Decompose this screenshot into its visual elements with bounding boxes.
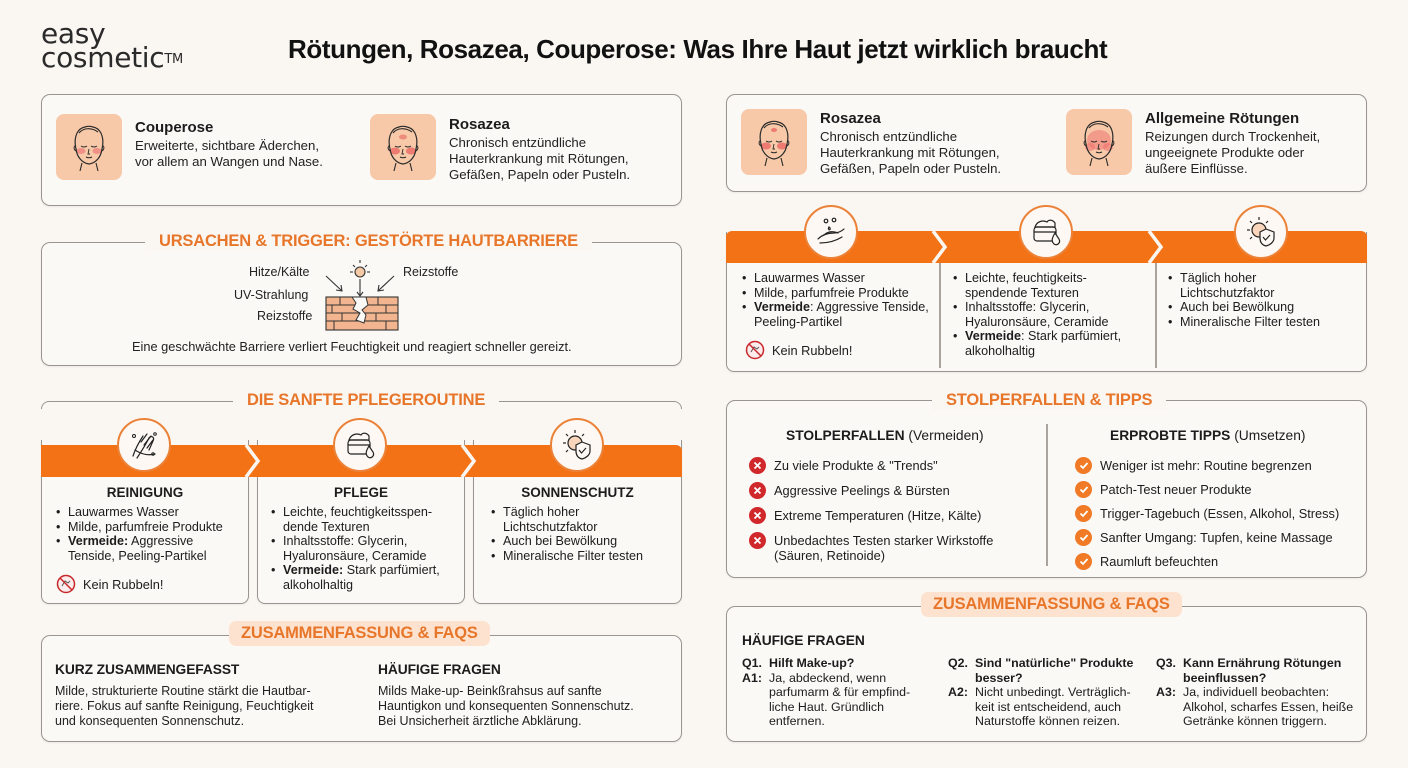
face-rosacea-icon [741,109,807,175]
list-item: • Lauwarmes Wasser [56,505,241,520]
trigger-label-uv: UV-Strahlung [234,288,309,302]
step-title-cleansing: REINIGUNG [106,485,184,500]
cream-jar-drop-icon [1019,205,1073,259]
brand-name: cosmetic [41,41,165,74]
x-circle-icon [749,482,766,499]
summary-heading: ZUSAMMENFASSUNG & FAQS [229,621,490,646]
list-item: • Leichte, feuchtigkeits-spendende Texturen [953,271,1143,300]
trigger-label-heat: Hitze/Kälte [249,265,310,279]
short-summary-text: Milde, strukturierte Routine stärkt die Hautbar- riere. Fokus auf sanfte Reinigung, Feuchtigkeit und konsequenten Sonnenschutz. [55,684,314,728]
list-item: • Auch bei Bewölkung [491,534,671,549]
list-item: Trigger-Tagebuch (Essen, Alkohol, Stress) [1075,506,1360,522]
definition-rosacea [370,114,630,183]
faq-text-left: Milds Make-up- Beinkßrahsus auf sanfte Hauntigkon und konsequenten Sonnenschutz. Bei Unsicherheit ärztliche Abklärung. [378,684,634,728]
definition-text: Erweiterte, sichtbare Äderchen, vor allem an Wangen und Nase. [135,138,323,169]
sun-shield-icon [550,418,604,472]
tips-list [1075,458,1360,570]
sunscreen-list [491,505,671,563]
face-couperose-icon [56,114,122,180]
definition-text: Chronisch entzündliche Hauterkrankung mit Rötungen, Gefäßen, Papeln oder Pusteln. [449,135,631,182]
trigger-label-irritants-left: Reizstoffe [257,309,313,323]
chevron-right-icon [244,445,264,477]
care-list [271,505,457,592]
page-title: Rötungen, Rosazea, Couperose: Was Ihre Haut jetzt wirklich braucht [288,34,1108,64]
faq-title-left: HÄUFIGE FRAGEN [378,662,501,677]
list-item: Weniger ist mehr: Routine begrenzen [1075,458,1360,474]
cleansing-list [56,505,241,563]
list-item: • Vermeide: Stark parfümiert, alkoholhaltig [953,329,1143,358]
x-circle-icon [749,507,766,524]
causes-caption: Eine geschwächte Barriere verliert Feuchtigkeit und reagiert schneller gereizt. [132,339,572,354]
definition-text: Reizungen durch Trockenheit, ungeeignete Produkte oder äußere Einflüsse. [1145,129,1321,176]
faq-item-1: Q1. Hilft Make-up? A1: Ja, abdeckend, wenn parfumarm & für empfind-liche Haut. Gründlich entfernen. [742,656,911,729]
cracked-barrier-icon [320,257,410,332]
check-circle-icon [1075,553,1092,570]
chevron-right-icon [1147,231,1167,263]
column-divider [1046,424,1048,566]
list-item: Zu viele Produkte & "Trends" [749,458,1039,474]
column-divider [939,263,941,368]
definition-title: Rosazea [820,110,881,127]
sun-shield-icon [1234,205,1288,259]
short-summary-title: KURZ ZUSAMMENGEFASST [55,662,240,677]
sunscreen-list-right [1168,271,1338,329]
trademark: TM [164,52,183,67]
definition-general-redness [1066,109,1320,177]
chevron-right-icon [931,231,951,263]
causes-heading: URSACHEN & TRIGGER: GESTÖRTE HAUTBARRIERE [145,232,592,251]
list-item: Aggressive Peelings & Bürsten [749,483,1039,499]
x-circle-icon [749,457,766,474]
list-item: Raumluft befeuchten [1075,554,1360,570]
brand-logo [41,17,183,74]
trigger-label-irritants-right: Reizstoffe [403,265,459,279]
definition-title: Allgemeine Rötungen [1145,110,1300,127]
washing-hands-icon [117,418,171,472]
no-rubbing-icon [745,340,765,360]
faq-item-3: Q3. Kann Ernährung Rötungen beeinflussen? A3: Ja, individuell beobachten: Alkohol, scharfes Essen, heiße Getränke können triggern. [1156,656,1354,729]
column-divider [1155,263,1157,368]
pitfalls-column-title: STOLPERFALLEN (Vermeiden) [786,428,984,443]
list-item: • Inhaltsstoffe: Glycerin, Hyaluronsäure, Ceramide [271,534,457,563]
list-item: Sanfter Umgang: Tupfen, keine Massage [1075,530,1360,546]
definition-couperose [56,114,323,180]
cleansing-list-right [742,271,932,329]
check-circle-icon [1075,505,1092,522]
washing-face-hand-icon [804,205,858,259]
care-list-right [953,271,1143,358]
cream-jar-drop-icon [333,418,387,472]
tips-column-title: ERPROBTE TIPPS (Umsetzen) [1110,428,1306,443]
definition-title: Rosazea [449,116,510,133]
list-item: • Vermeide: Aggressive Tenside, Peeling-Partikel [742,300,932,329]
no-rubbing-icon [56,574,76,594]
no-rubbing-note: Kein Rubbeln! [56,574,163,594]
check-circle-icon [1075,529,1092,546]
list-item: • Milde, parfumfreie Produkte [56,520,241,535]
brand-line-1: easy [41,17,106,50]
list-item: • Vermeide: Stark parfümiert, alkoholhaltig [271,563,457,592]
x-circle-icon [749,532,766,549]
list-item: Unbedachtes Testen starker Wirkstoffe (Säuren, Retinoide) [749,533,1039,563]
list-item: Patch-Test neuer Produkte [1075,482,1360,498]
check-circle-icon [1075,481,1092,498]
list-item: • Vermeide: Aggressive Tenside, Peeling-Partikel [56,534,241,563]
definition-text: Chronisch entzündliche Hauterkrankung mit Rötungen, Gefäßen, Papeln oder Pusteln. [820,129,1002,176]
chevron-right-icon [460,445,480,477]
list-item: • Inhaltsstoffe: Glycerin, Hyaluronsäure, Ceramide [953,300,1143,329]
faq-item-2: Q2. Sind "natürliche" Produkte besser? A2: Nicht unbedingt. Verträglich-keit ist entscheidend, auch Naturstoffe können reizen. [948,656,1134,729]
list-item: Extreme Temperaturen (Hitze, Kälte) [749,508,1039,524]
list-item: • Auch bei Bewölkung [1168,300,1338,315]
list-item: • Täglich hoher Lichtschutzfaktor [1168,271,1338,300]
definition-rosacea-right [741,109,1001,177]
face-rosacea-icon [370,114,436,180]
list-item: • Milde, parfumfreie Produkte [742,286,932,301]
face-redness-icon [1066,109,1132,175]
faq-heading-right: ZUSAMMENFASSUNG & FAQS [921,592,1182,617]
faq-title-right: HÄUFIGE FRAGEN [742,633,865,648]
step-title-sunscreen: SONNENSCHUTZ [521,485,634,500]
list-item: • Leichte, feuchtigkeitsspen-dende Texturen [271,505,457,534]
definition-title: Couperose [135,119,214,136]
list-item: • Mineralische Filter testen [491,549,671,564]
list-item: • Mineralische Filter testen [1168,315,1338,330]
pitfalls-heading: STOLPERFALLEN & TIPPS [932,391,1166,410]
routine-heading: DIE SANFTE PFLEGEROUTINE [233,391,499,410]
check-circle-icon [1075,457,1092,474]
pitfalls-list [749,458,1039,563]
no-rubbing-note-right: Kein Rubbeln! [745,340,852,360]
list-item: • Lauwarmes Wasser [742,271,932,286]
brand-line-2 [41,41,183,74]
step-title-care: PFLEGE [333,485,388,500]
list-item: • Täglich hoher Lichtschutzfaktor [491,505,671,534]
